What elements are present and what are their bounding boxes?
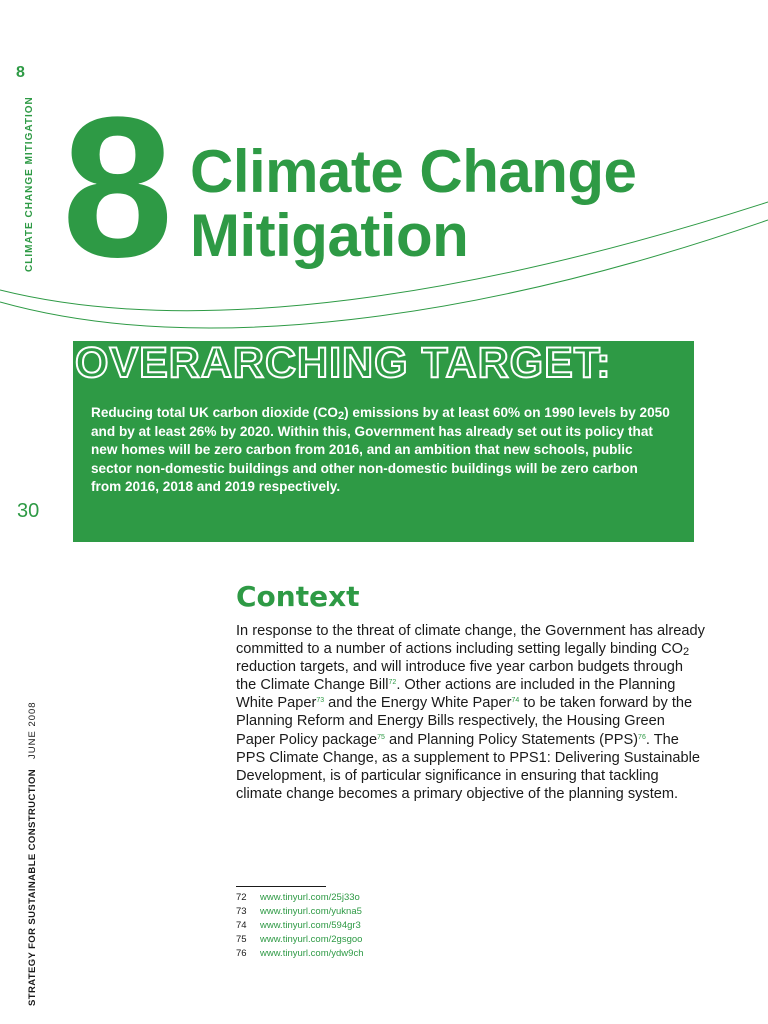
chapter-title <box>190 140 636 268</box>
footnote-item <box>236 905 363 919</box>
target-text-part1: Reducing total UK carbon dioxide (CO <box>91 405 338 420</box>
co2-subscript: 2 <box>337 410 345 422</box>
footnote-ref-72[interactable]: 72 <box>388 679 397 687</box>
chapter-big-number: 8 <box>62 76 168 299</box>
context-text: . Other actions are included in the Planning White Paper <box>236 677 676 712</box>
sidebar-section-label: CLIMATE CHANGE MITIGATION <box>24 96 35 272</box>
footnote-ref-73[interactable]: 73 <box>316 697 325 705</box>
footnote-item <box>236 947 363 961</box>
footnote-link[interactable]: www.tinyurl.com/2gsgoo <box>260 934 363 945</box>
context-text: and Planning Policy Statements (PPS) <box>384 731 639 748</box>
overarching-target-box <box>73 341 694 542</box>
footnote-link[interactable]: www.tinyurl.com/25j33o <box>260 892 360 903</box>
chapter-title-line2: Mitigation <box>190 202 469 269</box>
page-number: 30 <box>17 500 40 522</box>
footnote-number: 73 <box>236 906 247 917</box>
footnote-item <box>236 933 363 947</box>
chapter-title-line1: Climate Change <box>190 138 637 205</box>
footnote-link[interactable]: www.tinyurl.com/ydw9ch <box>260 948 364 959</box>
footnote-link[interactable]: www.tinyurl.com/yukna5 <box>260 906 362 917</box>
footnote-number: 75 <box>236 934 247 945</box>
context-text: and the Energy White Paper <box>324 695 512 712</box>
footnote-link[interactable]: www.tinyurl.com/594gr3 <box>260 920 361 931</box>
footnote-item <box>236 891 363 905</box>
footnote-divider <box>236 886 326 887</box>
document-date: JUNE 2008 <box>27 701 38 759</box>
footnote-number: 74 <box>236 920 247 931</box>
footnote-ref-74[interactable]: 74 <box>511 697 520 705</box>
target-heading: OVERARCHING TARGET: <box>75 339 612 387</box>
context-paragraph <box>236 622 706 803</box>
sidebar-chapter-number: 8 <box>16 64 25 81</box>
footnote-ref-76[interactable]: 76 <box>638 733 646 741</box>
target-text-part2: ) emissions by at least 60% on 1990 levels by 2050 and by at least 26% by 2020. Within this, Government has already set out its policy that new homes will be zero carbon from 2016, and an ambition that new schools, public sector non-domestic buildings and other non-domestic buildings will be zero carbon from 2016, 2018 and 2019 respectively. <box>91 405 670 494</box>
footnote-number: 76 <box>236 948 247 959</box>
footnote-number: 72 <box>236 892 247 903</box>
footnote-ref-75[interactable]: 75 <box>377 733 385 741</box>
target-text <box>91 404 671 497</box>
sidebar-document-title <box>27 701 38 1006</box>
context-text: In response to the threat of climate change, the Government has already committed to a number of actions including setting legally binding CO <box>236 623 705 658</box>
footnote-list <box>236 891 363 961</box>
document-title: STRATEGY FOR SUSTAINABLE CONSTRUCTION <box>27 769 38 1006</box>
context-text: . The PPS Climate Change, as a supplement to PPS1: Delivering Sustainable Development, is of particular significance in ensuring that tackling climate change becomes a primary objective of the planning system. <box>236 731 701 802</box>
context-text: reduction targets, and will introduce five year carbon budgets through the Climate Change Bill <box>236 659 683 694</box>
footnote-item <box>236 919 363 933</box>
co2-subscript: 2 <box>682 646 690 659</box>
context-text: to be taken forward by the Planning Reform and Energy Bills respectively, the Housing Green Paper Policy package <box>236 695 693 748</box>
context-heading: Context <box>236 580 360 613</box>
